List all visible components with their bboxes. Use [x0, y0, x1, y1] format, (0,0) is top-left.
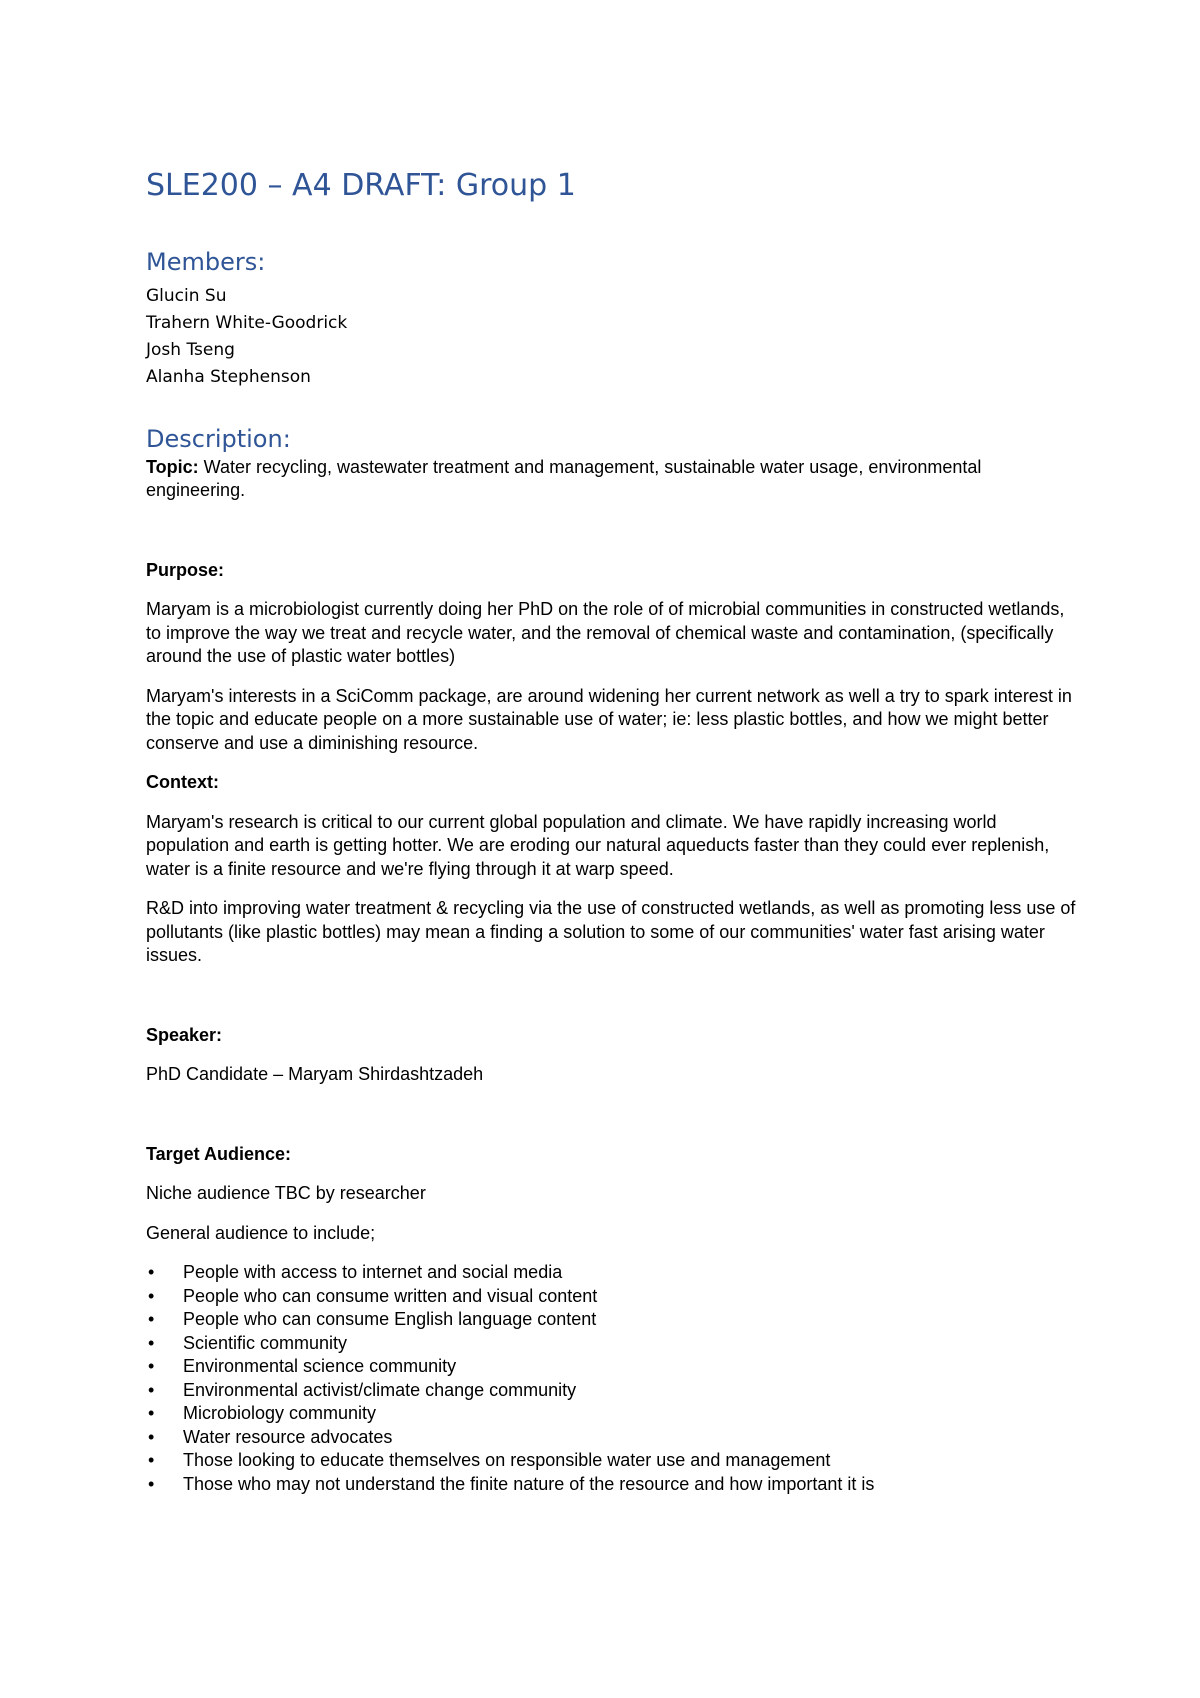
bullet-icon: •: [148, 1473, 155, 1494]
member-name: Trahern White-Goodrick: [146, 312, 348, 333]
member-name: Glucin Su: [146, 285, 227, 306]
purpose-label: Purpose:: [146, 559, 225, 580]
context-label: Context:: [146, 772, 219, 793]
list-item: [146, 1355, 1076, 1379]
list-item-text: Microbiology community: [183, 1403, 377, 1424]
bullet-icon: •: [148, 1379, 155, 1400]
target-audience-paragraph: General audience to include;: [146, 1222, 376, 1243]
list-item: [146, 1449, 1076, 1473]
purpose-paragraph: Maryam is a microbiologist currently doing her PhD on the role of of microbial communities in constructed wetlands, to improve the way we treat and recycle water, and the removal of chemical waste and contamination, (specifically around the use of plastic water bottles): [146, 599, 1065, 667]
context-paragraph: Maryam's research is critical to our current global population and climate. We have rapidly increasing world population and earth is getting hotter. We are eroding our natural aqueducts faster than they could ever replenish, water is a finite resource and we're flying through it at warp speed.: [146, 811, 1050, 879]
purpose-paragraph: Maryam's interests in a SciComm package, are around widening her current network as well a try to spark interest in the topic and educate people on a more sustainable use of water; ie: less plastic bottles, and how we might better conserve and use a diminishing resource.: [146, 685, 1072, 753]
member-name: Alanha Stephenson: [146, 366, 311, 387]
audience-bullet-list: [146, 1261, 1076, 1496]
members-heading: Members:: [146, 248, 266, 276]
bullet-icon: •: [148, 1262, 155, 1283]
topic-paragraph: [146, 456, 1076, 503]
topic-text: Water recycling, wastewater treatment and management, sustainable water usage, environmental engineering.: [146, 456, 982, 501]
document-title: SLE200 – A4 DRAFT: Group 1: [146, 168, 576, 203]
list-item: [146, 1332, 1076, 1356]
bullet-icon: •: [148, 1309, 155, 1330]
bullet-icon: •: [148, 1426, 155, 1447]
list-item-text: Those looking to educate themselves on responsible water use and management: [183, 1450, 831, 1471]
list-item-text: Water resource advocates: [183, 1426, 393, 1447]
list-item-text: Environmental activist/climate change community: [183, 1379, 577, 1400]
list-item: [146, 1261, 1076, 1285]
bullet-icon: •: [148, 1285, 155, 1306]
target-audience-paragraph: Niche audience TBC by researcher: [146, 1183, 426, 1204]
list-item: [146, 1285, 1076, 1309]
list-item-text: People with access to internet and social media: [183, 1262, 563, 1283]
member-name: Josh Tseng: [146, 339, 235, 360]
list-item-text: Environmental science community: [183, 1356, 457, 1377]
list-item-text: Scientific community: [183, 1332, 348, 1353]
list-item: [146, 1402, 1076, 1426]
bullet-icon: •: [148, 1332, 155, 1353]
context-paragraph: R&D into improving water treatment & recycling via the use of constructed wetlands, as well as promoting less use of pollutants (like plastic bottles) may mean a finding a solution to some of our communities' water fast arising water issues.: [146, 898, 1076, 966]
bullet-icon: •: [148, 1356, 155, 1377]
list-item: [146, 1379, 1076, 1403]
bullet-icon: •: [148, 1403, 155, 1424]
speaker-label: Speaker:: [146, 1024, 223, 1045]
members-list: [146, 283, 1076, 391]
speaker-text: PhD Candidate – Maryam Shirdashtzadeh: [146, 1064, 484, 1085]
list-item: [146, 1426, 1076, 1450]
list-item-text: People who can consume written and visual content: [183, 1285, 598, 1306]
list-item: [146, 1308, 1076, 1332]
list-item: [146, 1473, 1076, 1497]
description-heading: Description:: [146, 424, 291, 453]
bullet-icon: •: [148, 1450, 155, 1471]
document-page: [146, 168, 1076, 1496]
list-item-text: People who can consume English language content: [183, 1309, 597, 1330]
target-audience-label: Target Audience:: [146, 1143, 292, 1164]
topic-label: Topic:: [146, 456, 199, 477]
list-item-text: Those who may not understand the finite nature of the resource and how important it is: [183, 1473, 875, 1494]
